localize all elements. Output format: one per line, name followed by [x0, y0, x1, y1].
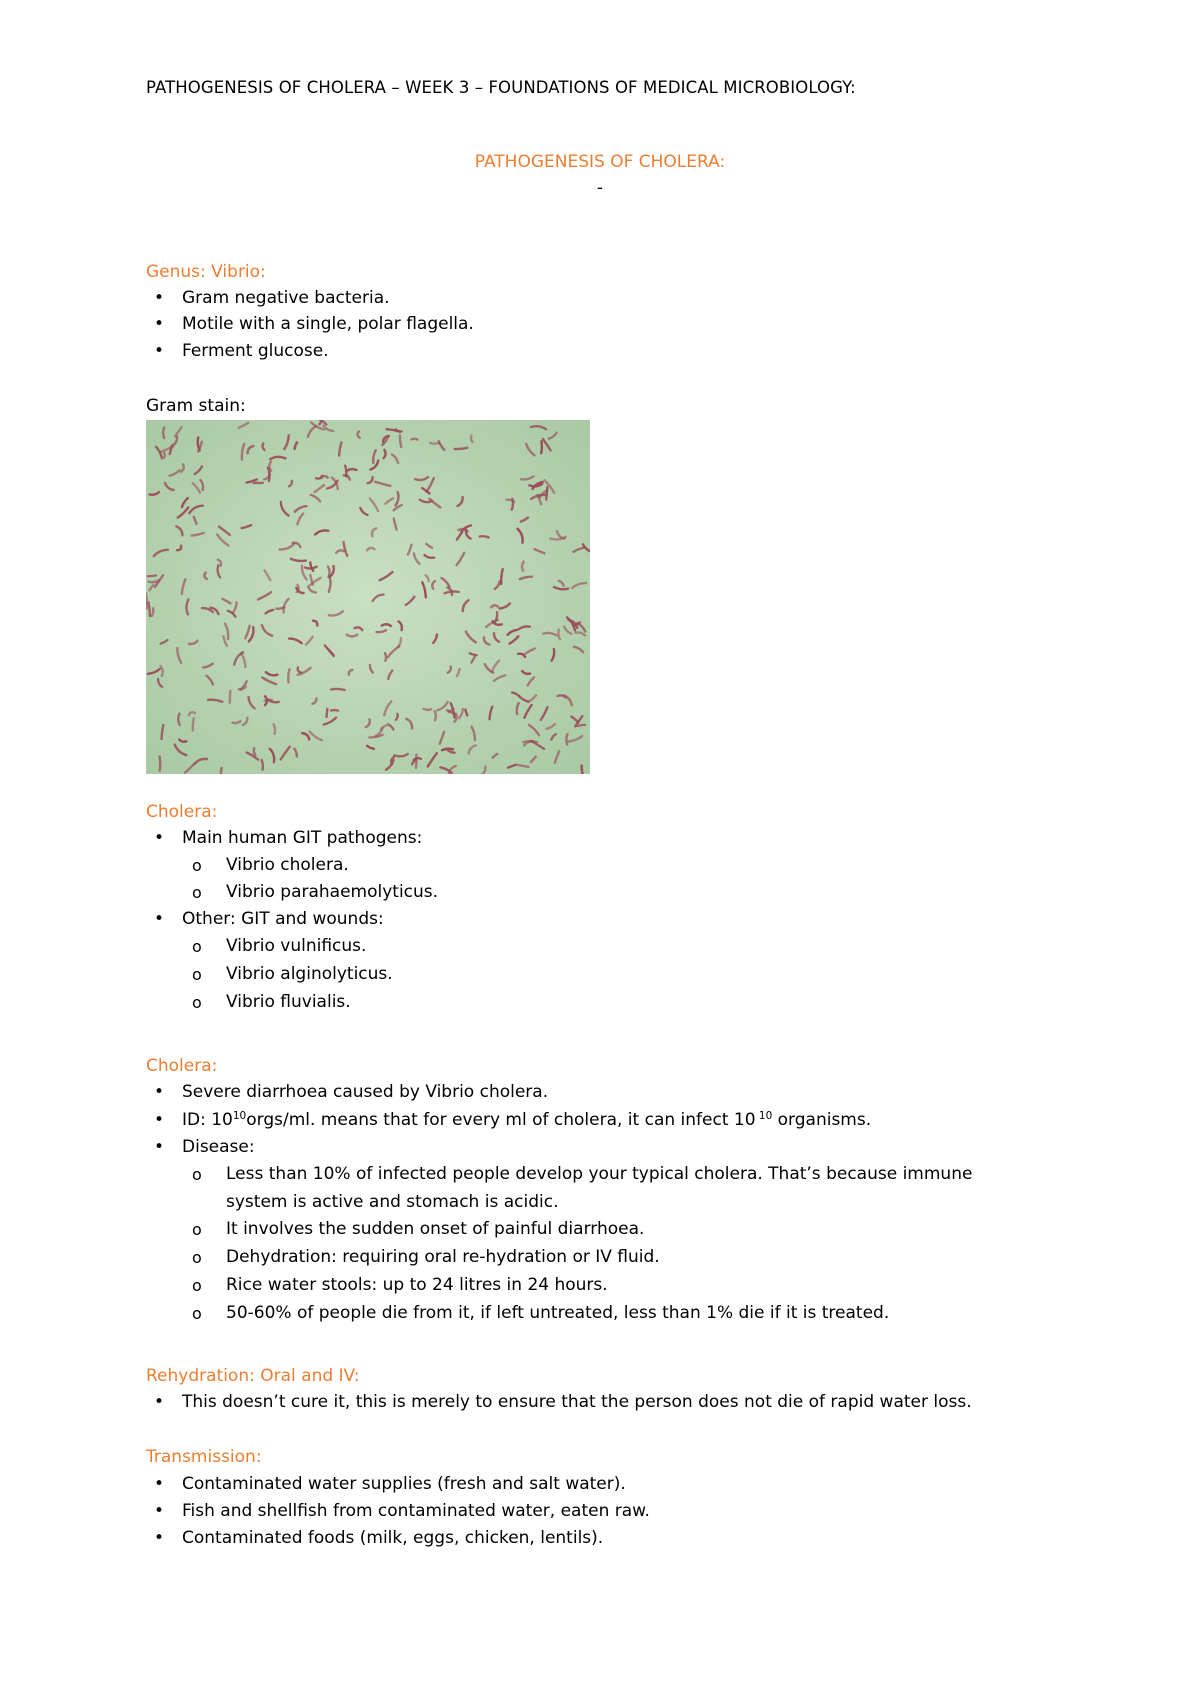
bacterium-rod — [152, 608, 153, 616]
sub-bullet: o — [192, 965, 202, 984]
cholera-heading-1: Cholera: — [146, 802, 218, 822]
infectious-dose-line — [182, 1110, 871, 1130]
bullet: • — [154, 341, 165, 361]
sub-bullet: o — [192, 883, 202, 902]
bullet: • — [154, 828, 165, 848]
bacterium-rod — [148, 576, 156, 577]
bacterium-rod — [455, 448, 468, 449]
transmission-item: Contaminated foods (milk, eggs, chicken, lentils). — [182, 1528, 604, 1548]
bacterium-rod — [430, 443, 438, 444]
id-text: organisms. — [772, 1110, 872, 1130]
sub-bullet: o — [192, 1165, 202, 1184]
rehydration-item: This doesn’t cure it, this is merely to ensure that the person does not die of rapid water loss. — [182, 1392, 972, 1412]
disease-subitem: Rice water stools: up to 24 litres in 24 hours. — [226, 1275, 608, 1295]
bacterium-rod — [221, 768, 222, 774]
bacterium-rod — [385, 653, 386, 661]
sub-bullet: o — [192, 937, 202, 956]
bullet: • — [154, 314, 165, 334]
bullet: • — [154, 1137, 165, 1157]
bacterium-rod — [400, 435, 401, 447]
id-superscript: 10 — [755, 1110, 773, 1122]
cholera-item: Severe diarrhoea caused by Vibrio cholera. — [182, 1082, 549, 1102]
id-text: ID: 10 — [182, 1110, 233, 1130]
bacterium-rod — [566, 734, 567, 744]
cholera-heading-2: Cholera: — [146, 1056, 218, 1076]
bacterium-rod — [541, 441, 542, 453]
transmission-item: Contaminated water supplies (fresh and salt water). — [182, 1474, 626, 1494]
cholera-subitem: Vibrio alginolyticus. — [226, 964, 393, 984]
disease-subitem: Less than 10% of infected people develop your typical cholera. That’s because immune — [226, 1164, 973, 1184]
bacterium-rod — [424, 709, 431, 710]
sub-bullet: o — [192, 1304, 202, 1323]
id-superscript: 10 — [232, 1110, 247, 1122]
genus-item: Gram negative bacteria. — [182, 288, 390, 308]
bacterium-rod — [193, 718, 194, 730]
cholera-subitem: Vibrio fluvialis. — [226, 992, 351, 1012]
disease-subitem: It involves the sudden onset of painful diarrhoea. — [226, 1219, 645, 1239]
cholera-item: Main human GIT pathogens: — [182, 828, 423, 848]
bacterium-rod — [274, 724, 275, 733]
page-header: PATHOGENESIS OF CHOLERA – WEEK 3 – FOUNDATIONS OF MEDICAL MICROBIOLOGY: — [146, 78, 856, 97]
bacterium-rod — [331, 689, 344, 690]
bullet: • — [154, 1474, 165, 1494]
bacterium-rod — [146, 593, 147, 608]
bacterium-rod — [160, 757, 161, 771]
cholera-item: Disease: — [182, 1137, 255, 1157]
bacterium-rod — [262, 760, 263, 770]
gram-stain-image — [146, 420, 590, 774]
bullet: • — [154, 288, 165, 308]
sub-bullet: o — [192, 1220, 202, 1239]
sub-bullet: o — [192, 1276, 202, 1295]
id-text: orgs/ml. means that for every ml of cholera, it can infect 10 — [246, 1110, 756, 1130]
bacterium-rod — [442, 749, 453, 750]
cholera-subitem: Vibrio cholera. — [226, 855, 349, 875]
bacterium-rod — [288, 669, 289, 682]
genus-heading: Genus: Vibrio: — [146, 262, 266, 282]
transmission-heading: Transmission: — [146, 1447, 262, 1467]
bacterium-rod — [327, 709, 328, 717]
bacterium-rod — [254, 748, 255, 755]
bacterium-rod — [435, 711, 436, 720]
bacterium-rod — [416, 755, 417, 768]
bacterium-rod — [163, 427, 164, 438]
disease-subitem-cont: system is active and stomach is acidic. — [226, 1192, 559, 1212]
title-dash: - — [596, 178, 604, 198]
bullet: • — [154, 1501, 165, 1521]
bacterium-rod — [578, 725, 586, 726]
bullet: • — [154, 909, 165, 929]
bullet: • — [154, 1110, 165, 1130]
cholera-item: Other: GIT and wounds: — [182, 909, 384, 929]
bacterium-rod — [480, 536, 489, 537]
genus-item: Ferment glucose. — [182, 341, 329, 361]
cholera-subitem: Vibrio vulnificus. — [226, 936, 367, 956]
rehydration-heading: Rehydration: Oral and IV: — [146, 1366, 360, 1386]
disease-subitem: 50-60% of people die from it, if left untreated, less than 1% die if it is treated. — [226, 1303, 890, 1323]
bacterium-rod — [331, 710, 338, 711]
sub-bullet: o — [192, 1248, 202, 1267]
bacterium-rod — [230, 691, 231, 703]
bacterium-rod — [411, 439, 417, 440]
bullet: • — [154, 1082, 165, 1102]
bullet: • — [154, 1392, 165, 1412]
cholera-subitem: Vibrio parahaemolyticus. — [226, 882, 439, 902]
bacterium-rod — [546, 487, 547, 500]
transmission-item: Fish and shellfish from contaminated water, eaten raw. — [182, 1501, 650, 1521]
bacterium-rod — [523, 741, 537, 742]
sub-bullet: o — [192, 993, 202, 1012]
document-title: PATHOGENESIS OF CHOLERA: — [474, 152, 726, 172]
genus-item: Motile with a single, polar flagella. — [182, 314, 474, 334]
bullet: • — [154, 1528, 165, 1548]
sub-bullet: o — [192, 856, 202, 875]
bacterium-rod — [149, 602, 151, 616]
disease-subitem: Dehydration: requiring oral re-hydration or IV fluid. — [226, 1247, 660, 1267]
gram-stain-label: Gram stain: — [146, 396, 246, 416]
